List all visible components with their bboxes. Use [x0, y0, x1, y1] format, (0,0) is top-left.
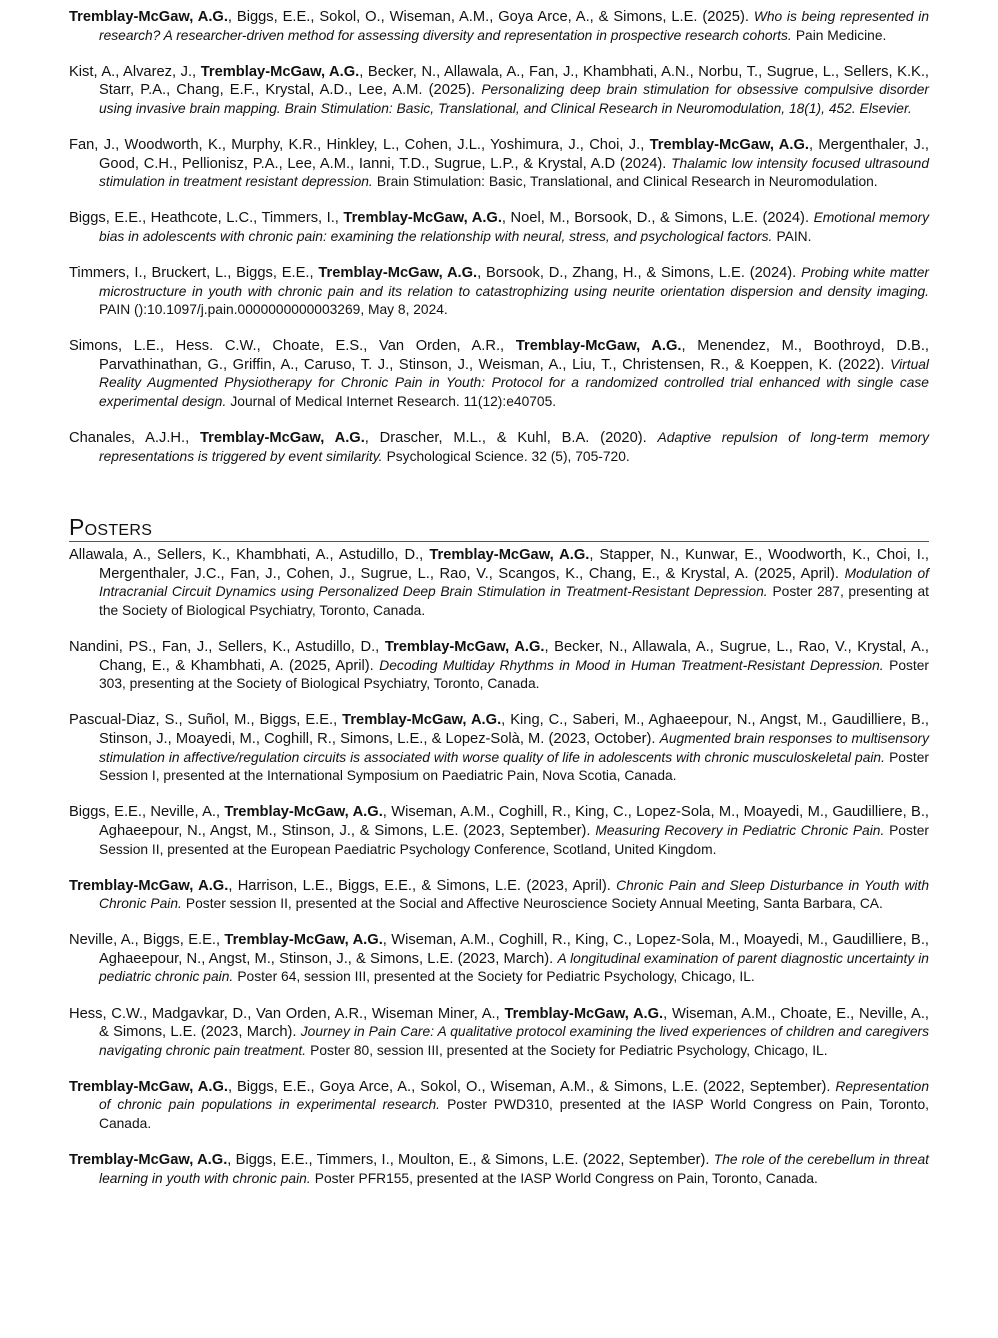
poster-title: A longitudinal examination of parent diagnostic uncertainty in pediatric chronic pain. [99, 950, 929, 985]
publication-venue: PAIN ():10.1097/j.pain.0000000000003269, May 8, 2024. [99, 302, 448, 318]
publication-venue: Psychological Science. 32 (5), 705-720. [386, 448, 630, 464]
highlighted-author: Tremblay-McGaw, A.G. [200, 63, 360, 80]
poster-venue: Poster session II, presented at the Social and Affective Neuroscience Society Annual Meeting, Santa Barbara, CA. [185, 896, 883, 912]
authors-after: , Biggs, E.E., Timmers, I., Moulton, E., & Simons, L.E. (2022, September). [227, 1152, 710, 1169]
publication-entry [69, 337, 929, 411]
authors-after: , Mergenthaler, J., Good, C.H., Pellionisz, P.A., Lee, A.M., Ianni, T.D., Sugrue, L.P., & Krystal, A.D (2024). [99, 136, 929, 172]
highlighted-author: Tremblay-McGaw, A.G. [649, 136, 809, 153]
poster-title: The role of the cerebellum in threat learning in youth with chronic pain. [99, 1152, 929, 1186]
highlighted-author: Tremblay-McGaw, A.G. [318, 264, 478, 281]
poster-entry [69, 803, 929, 859]
poster-title: Measuring Recovery in Pediatric Chronic Pain. [595, 822, 885, 838]
authors-after: , Drascher, M.L., & Kuhl, B.A. (2020). [364, 430, 647, 447]
authors-after: , Stapper, N., Kunwar, E., Woodworth, K., Choi, I., Mergenthaler, J.C., Fan, J., Cohen, J., Sugrue, L., Rao, V., Scangos, K., Chang, E., & Krystal, A. (2025, April). [99, 547, 929, 582]
poster-entry [69, 877, 929, 914]
authors-before: Fan, J., Woodworth, K., Murphy, K.R., Hinkley, L., Cohen, J.L., Yoshimura, J., Choi, J., [69, 136, 650, 153]
authors-after: , Noel, M., Borsook, D., & Simons, L.E. (2024). [501, 210, 810, 227]
authors-before: Allawala, A., Sellers, K., Khambhati, A., Astudillo, D., [69, 547, 430, 564]
highlighted-author: Tremblay-McGaw, A.G. [69, 1078, 228, 1095]
publication-title: Personalizing deep brain stimulation for obsessive compulsive disorder using invasive brain mapping. Brain Stimulation: Basic, Translational, and Clinical Research in Neuromodulation, 18(1), 452. Elsevier. [99, 82, 929, 116]
publication-venue: Journal of Medical Internet Research. 11(12):e40705. [230, 394, 557, 409]
highlighted-author: Tremblay-McGaw, A.G. [342, 712, 502, 729]
highlighted-author: Tremblay-McGaw, A.G. [429, 547, 590, 564]
authors-before: Hess, C.W., Madgavkar, D., Van Orden, A.R., Wiseman Miner, A., [69, 1005, 505, 1022]
highlighted-author: Tremblay-McGaw, A.G. [200, 430, 365, 447]
poster-entry [69, 1151, 929, 1188]
authors-before: Chanales, A.J.H., [69, 430, 200, 447]
authors-after: , Borsook, D., Zhang, H., & Simons, L.E. (2024). [477, 264, 797, 281]
publication-entry [69, 8, 929, 45]
publication-entry [69, 429, 929, 466]
authors-before: Neville, A., Biggs, E.E., [69, 932, 225, 949]
highlighted-author: Tremblay-McGaw, A.G. [69, 1152, 228, 1169]
poster-venue: Poster Session I, presented at the International Symposium on Paediatric Pain, Nova Scotia, Canada. [99, 749, 929, 784]
authors-before: Timmers, I., Bruckert, L., Biggs, E.E., [69, 264, 319, 281]
publication-title: Virtual Reality Augmented Physiotherapy for Chronic Pain in Youth: Protocol for a randomized controlled trial enhanced with single case experimental design. [99, 356, 929, 409]
highlighted-author: Tremblay-McGaw, A.G. [224, 932, 383, 949]
publication-entry [69, 136, 929, 192]
publications-list [69, 8, 929, 466]
publication-title: Probing white matter microstructure in youth with chronic pain and its relation to catastrophizing using neurite orientation dispersion and density imaging. [99, 264, 930, 299]
poster-title: Chronic Pain and Sleep Disturbance in Youth with Chronic Pain. [99, 877, 929, 912]
highlighted-author: Tremblay-McGaw, A.G. [69, 877, 229, 894]
authors-after: , Becker, N., Allawala, A., Sugrue, L., Rao, V., Krystal, A., Chang, E., & Khambhati, A. (2025, April). [99, 639, 929, 674]
authors-before: Biggs, E.E., Neville, A., [69, 804, 225, 821]
publication-title: Adaptive repulsion of long-term memory representations is triggered by event similarity. [99, 430, 929, 464]
cv-page [69, 8, 929, 1206]
poster-venue: Poster Session II, presented at the European Paediatric Psychology Conference, Scotland, United Kingdom. [99, 822, 929, 857]
poster-entry [69, 1078, 929, 1134]
publication-venue: PAIN. [776, 228, 812, 244]
authors-after: , Biggs, E.E., Goya Arce, A., Sokol, O., Wiseman, A.M., & Simons, L.E. (2022, September). [227, 1078, 831, 1095]
authors-after: , King, C., Saberi, M., Aghaeepour, N., Angst, M., Gaudilliere, B., Stinson, J., Moayedi, M., Coghill, R., Simons, L.E., & Lopez-Solà, M. (2023, October). [99, 712, 929, 748]
highlighted-author: Tremblay-McGaw, A.G. [69, 9, 228, 25]
poster-title: Modulation of Intracranial Circuit Dynamics using Personalized Deep Brain Stimulation in Treatment-Resistant Depression. [99, 565, 930, 600]
authors-after: , Wiseman, A.M., Coghill, R., King, C., Lopez-Sola, M., Moayedi, M., Gaudilliere, B., Aghaeepour, N., Angst, M., Stinson, J., & Simons, L.E. (2023, September). [99, 804, 929, 839]
poster-title: Representation of chronic pain populations in experimental research. [99, 1078, 929, 1113]
authors-after: , Wiseman, A.M., Coghill, R., King, C., Lopez-Sola, M., Moayedi, M., Gaudilliere, B., Aghaeepour, N., Angst, M., Stinson, J., & Simons, L.E. (2023, March). [99, 932, 929, 967]
highlighted-author: Tremblay-McGaw, A.G. [343, 210, 502, 227]
authors-before: Kist, A., Alvarez, J., [69, 63, 201, 80]
publication-title: Who is being represented in research? A researcher-driven method for assessing diversity and representation in prospective research cohorts. [99, 9, 929, 43]
publication-venue: Brain Stimulation: Basic, Translational, and Clinical Research in Neuromodulation. [376, 174, 878, 190]
publication-title: Emotional memory bias in adolescents with chronic pain: examining the relationship with neural, stress, and psychological factors. [99, 210, 930, 244]
publication-entry [69, 63, 929, 119]
poster-venue: Poster 64, session III, presented at the Society for Pediatric Psychology, Chicago, IL. [237, 969, 755, 985]
authors-after: , Wiseman, A.M., Choate, E., Neville, A., & Simons, L.E. (2023, March). [99, 1005, 929, 1041]
poster-venue: Poster PWD310, presented at the IASP World Congress on Pain, Toronto, Canada. [99, 1097, 929, 1132]
poster-title: Augmented brain responses to multisensory stimulation in affective/regulation circuits is associated with worse quality of life in adolescents with chronic musculoskeletal pain. [99, 731, 929, 765]
authors-before: Pascual-Diaz, S., Suñol, M., Biggs, E.E., [69, 712, 343, 729]
poster-entry [69, 546, 929, 620]
authors-after: , Biggs, E.E., Sokol, O., Wiseman, A.M., Goya Arce, A., & Simons, L.E. (2025). [227, 9, 749, 25]
publication-venue: Pain Medicine. [795, 27, 887, 43]
posters-section-heading: Posters [69, 514, 929, 542]
poster-entry [69, 638, 929, 694]
authors-after: , Harrison, L.E., Biggs, E.E., & Simons, L.E. (2023, April). [228, 877, 611, 894]
highlighted-author: Tremblay-McGaw, A.G. [504, 1005, 664, 1022]
authors-after: , Becker, N., Allawala, A., Fan, J., Khambhati, A.N., Norbu, T., Sugrue, L., Sellers, K.K., Starr, P.A., Chang, E.F., Krystal, A.D., Lee, A.M. (2025). [99, 63, 929, 99]
poster-venue: Poster 80, session III, presented at the Society for Pediatric Psychology, Chicago, IL. [310, 1042, 828, 1058]
publication-entry [69, 209, 929, 246]
authors-before: Nandini, PS., Fan, J., Sellers, K., Astudillo, D., [69, 639, 385, 656]
poster-title: Journey in Pain Care: A qualitative protocol examining the lived experiences of children and caregivers navigating chronic pain treatment. [99, 1024, 929, 1058]
poster-entry [69, 931, 929, 987]
poster-venue: Poster PFR155, presented at the IASP World Congress on Pain, Toronto, Canada. [314, 1170, 818, 1186]
highlighted-author: Tremblay-McGaw, A.G. [384, 639, 545, 656]
highlighted-author: Tremblay-McGaw, A.G. [224, 804, 383, 821]
poster-venue: Poster 287, presenting at the Society of Biological Psychiatry, Toronto, Canada. [99, 584, 929, 619]
highlighted-author: Tremblay-McGaw, A.G. [515, 338, 682, 355]
posters-list [69, 546, 929, 1188]
poster-entry [69, 711, 929, 785]
poster-venue: Poster 303, presenting at the Society of Biological Psychiatry, Toronto, Canada. [99, 657, 929, 692]
poster-title: Decoding Multiday Rhythms in Mood in Human Treatment-Resistant Depression. [379, 657, 884, 673]
publication-title: Thalamic low intensity focused ultrasound stimulation in treatment resistant depression. [99, 155, 929, 190]
authors-after: , Menendez, M., Boothroyd, D.B., Parvathinathan, G., Griffin, A., Caruso, T. J., Stinson, J., Weisman, A., Liu, T., Christensen, R., & Koeppen, K. (2022). [99, 338, 929, 373]
poster-entry [69, 1005, 929, 1061]
authors-before: Biggs, E.E., Heathcote, L.C., Timmers, I., [69, 210, 344, 227]
publication-entry [69, 264, 929, 320]
authors-before: Simons, L.E., Hess. C.W., Choate, E.S., Van Orden, A.R., [69, 338, 516, 355]
